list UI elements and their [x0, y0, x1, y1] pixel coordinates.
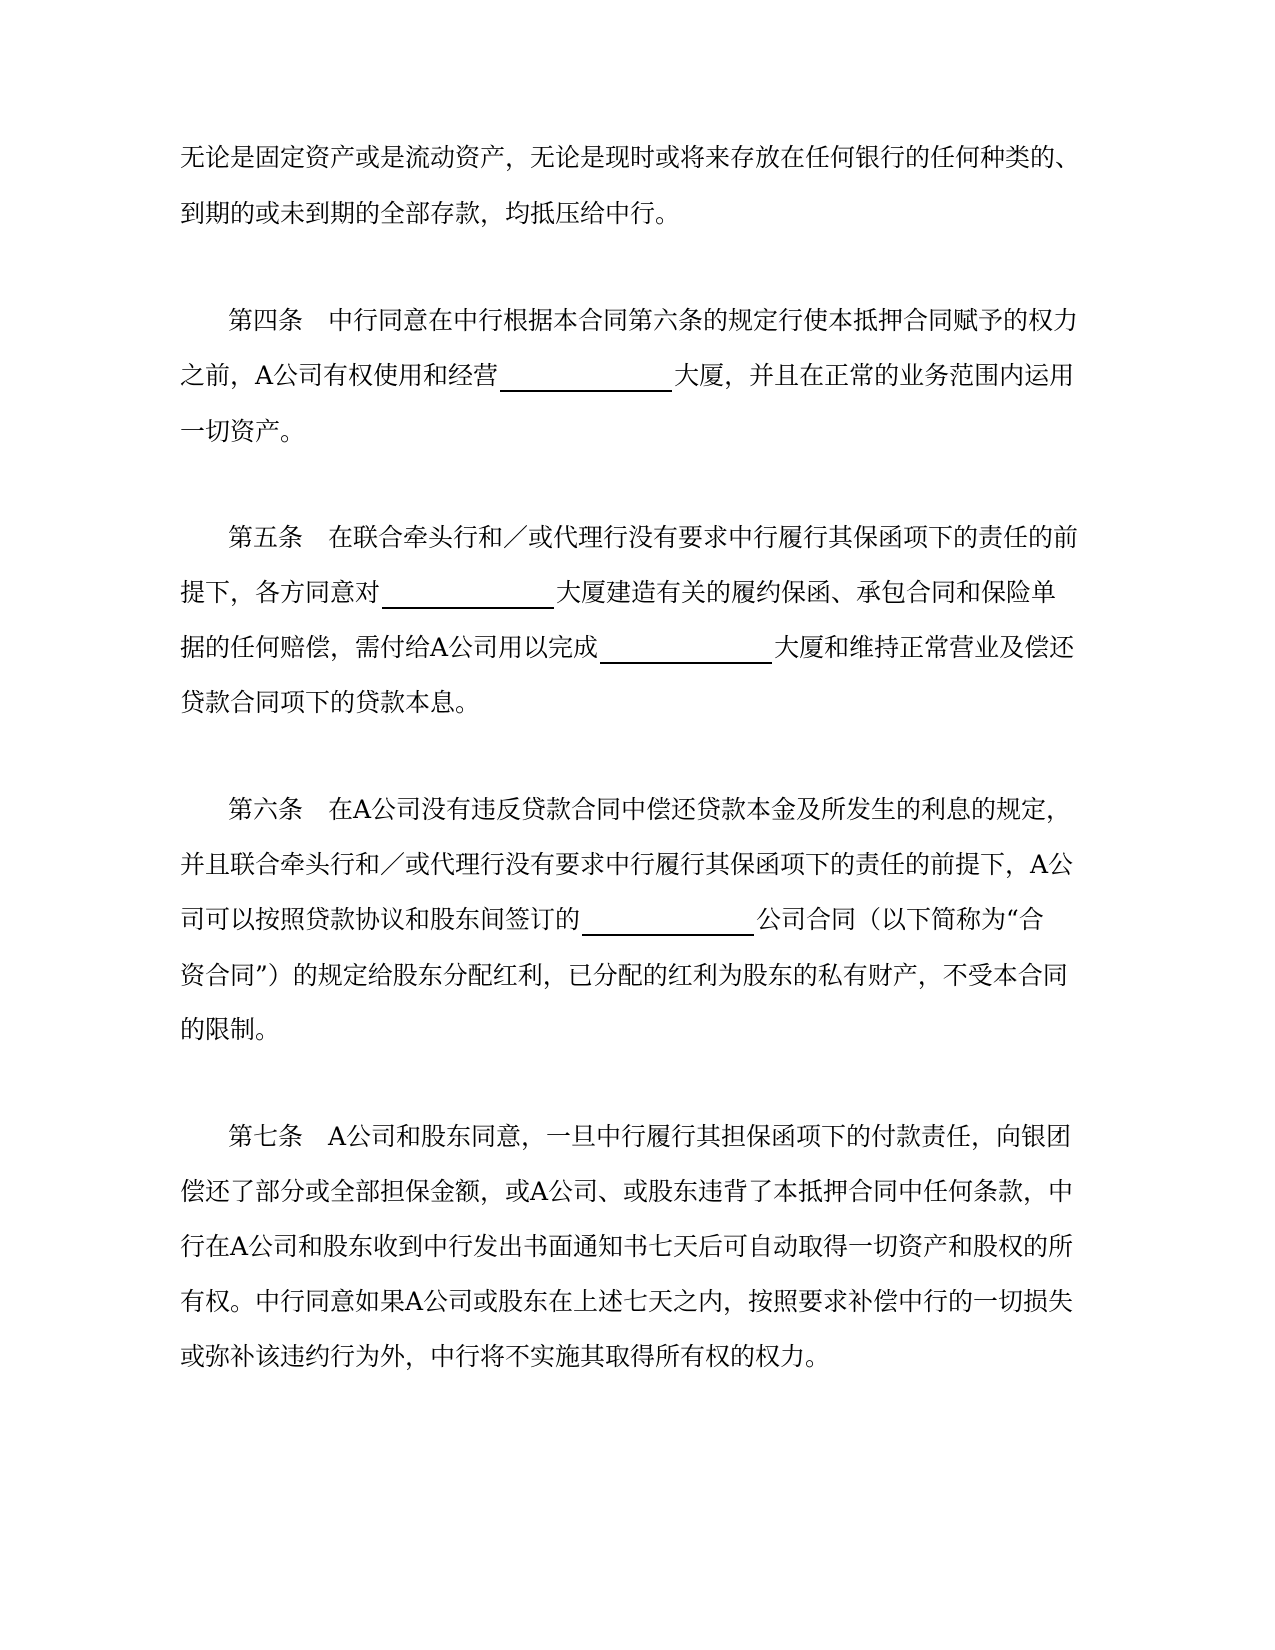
fill-in-blank [600, 636, 772, 664]
text-line [180, 360, 1074, 392]
fill-in-blank [582, 908, 754, 936]
text-segment: 之前，A公司有权使用和经营 [180, 361, 499, 390]
text-line: 行在A公司和股东收到中行发出书面通知书七天后可自动取得一切资产和股权的所 [180, 1232, 1074, 1261]
text-line: 并且联合牵头行和／或代理行没有要求中行履行其保函项下的责任的前提下，A公 [180, 850, 1074, 879]
text-line: 到期的或未到期的全部存款，均抵压给中行。 [180, 199, 681, 228]
text-line [180, 904, 1044, 936]
text-line [180, 632, 1074, 664]
text-line: 资合同”）的规定给股东分配红利，已分配的红利为股东的私有财产，不受本合同 [180, 961, 1068, 990]
article-heading-line: 第五条 在联合牵头行和／或代理行没有要求中行履行其保函项下的责任的前 [228, 523, 1079, 552]
article-heading-line: 第七条 A公司和股东同意，一旦中行履行其担保函项下的付款责任，向银团 [228, 1122, 1072, 1151]
text-line: 无论是固定资产或是流动资产，无论是现时或将来存放在任何银行的任何种类的、 [180, 143, 1081, 172]
text-line: 的限制。 [180, 1015, 281, 1044]
text-segment: 司可以按照贷款协议和股东间签订的 [180, 905, 581, 934]
article-heading-line: 第六条 在A公司没有违反贷款合同中偿还贷款本金及所发生的利息的规定， [228, 795, 1072, 824]
fill-in-blank [382, 581, 554, 609]
text-line [180, 577, 1056, 609]
text-line: 一切资产。 [180, 417, 306, 446]
text-segment: 提下，各方同意对 [180, 578, 381, 607]
text-segment: 大厦，并且在正常的业务范围内运用 [674, 361, 1075, 390]
text-line: 贷款合同项下的贷款本息。 [180, 688, 481, 717]
text-segment: 据的任何赔偿，需付给A公司用以完成 [180, 633, 599, 662]
text-line: 有权。中行同意如果A公司或股东在上述七天之内，按照要求补偿中行的一切损失 [180, 1287, 1074, 1316]
article-heading-line: 第四条 中行同意在中行根据本合同第六条的规定行使本抵押合同赋予的权力 [228, 306, 1079, 335]
text-line: 或弥补该违约行为外，中行将不实施其取得所有权的权力。 [180, 1342, 831, 1371]
text-segment: 大厦建造有关的履约保函、承包合同和保险单 [556, 578, 1057, 607]
text-line: 偿还了部分或全部担保金额，或A公司、或股东违背了本抵押合同中任何条款，中 [180, 1177, 1074, 1206]
text-segment: 大厦和维持正常营业及偿还 [774, 633, 1075, 662]
text-segment: 公司合同（以下简称为“合 [756, 905, 1044, 934]
fill-in-blank [500, 364, 672, 392]
